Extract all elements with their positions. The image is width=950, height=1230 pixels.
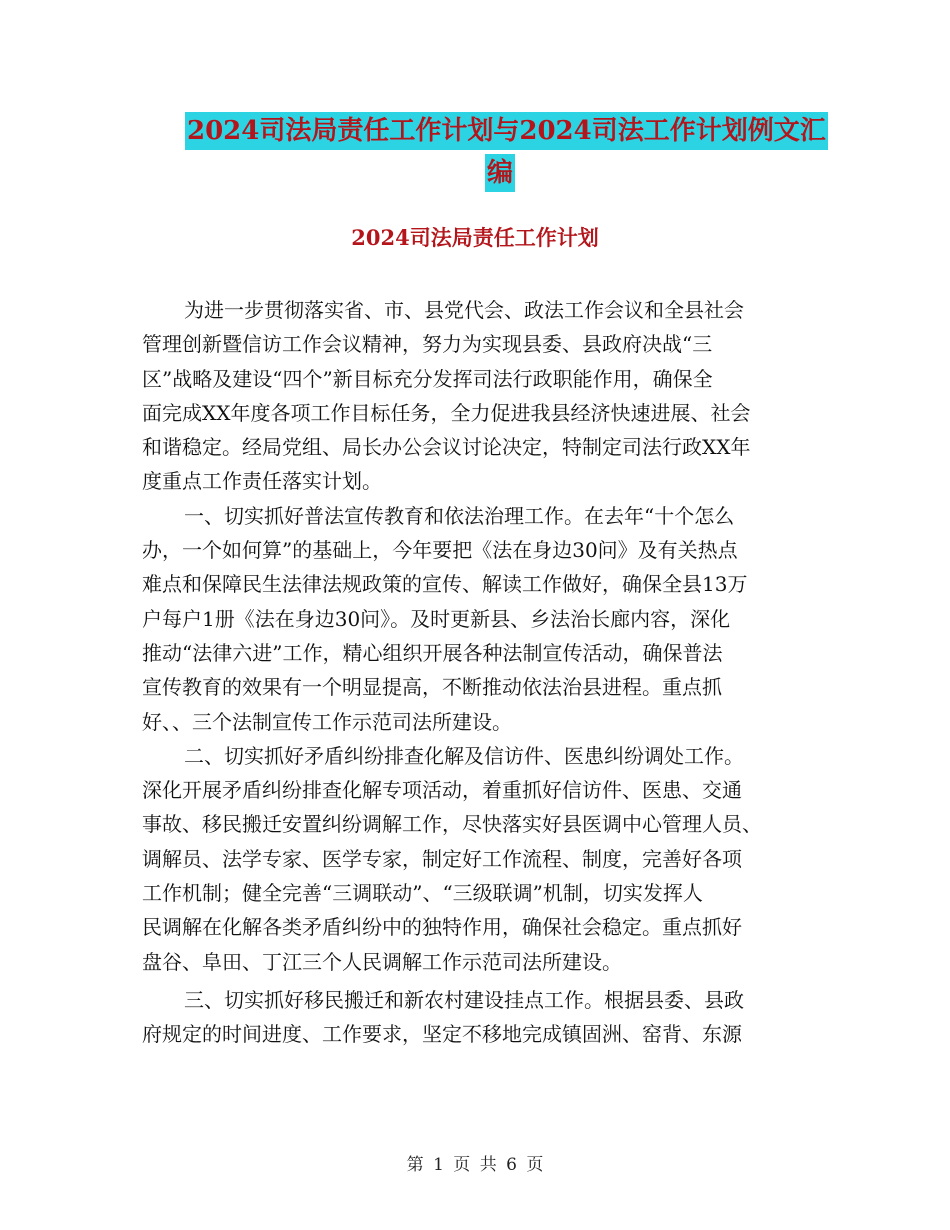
document-title-line-2: 编	[485, 154, 515, 192]
body-line: 调解员、法学专家、医学专家，制定好工作流程、制度，完善好各项	[142, 846, 742, 871]
body-line: 二、切实抓好矛盾纠纷排查化解及信访件、医患纠纷调处工作。	[184, 743, 744, 768]
body-line: 度重点工作责任落实计划。	[142, 469, 382, 494]
body-line: 为进一步贯彻落实省、市、县党代会、政法工作会议和全县社会	[184, 298, 744, 322]
body-line: 一、切实抓好普法宣传教育和依法治理工作。在去年“十个怎么	[184, 503, 735, 528]
body-line: 好、、三个法制宣传工作示范司法所建设。	[142, 709, 512, 734]
body-line: 面完成XX年度各项工作目标任务，全力促进我县经济快速进展、社会	[142, 400, 751, 425]
section-heading: 2024司法局责任工作计划	[351, 225, 599, 250]
body-line: 宣传教育的效果有一个明显提高，不断推动依法治县进程。重点抓	[142, 675, 722, 700]
body-line: 户每户1册《法在身边30问》。及时更新县、乡法治长廊内容，深化	[142, 606, 731, 631]
document-title-line-1: 2024司法局责任工作计划与2024司法工作计划例文汇	[185, 112, 828, 150]
body-line: 和谐稳定。经局党组、局长办公会议讨论决定，特制定司法行政XX年	[142, 435, 751, 460]
body-line: 事故、移民搬迁安置纠纷调解工作，尽快落实好县医调中心管理人员、	[142, 812, 762, 837]
document-body	[142, 293, 817, 1052]
page-footer: 第 1 页 共 6 页	[406, 1155, 544, 1175]
body-line: 盘谷、阜田、丁江三个人民调解工作示范司法所建设。	[142, 949, 622, 974]
body-line: 办，一个如何算”的基础上，今年要把《法在身边30问》及有关热点	[142, 538, 738, 563]
body-line: 管理创新暨信访工作会议精神，努力为实现县委、县政府决战“三	[142, 332, 713, 357]
body-line: 推动“法律六进”工作，精心组织开展各种法制宣传活动，确保普法	[142, 640, 723, 665]
body-line: 工作机制；健全完善“三调联动”、“三级联调”机制，切实发挥人	[142, 881, 703, 906]
body-line: 难点和保障民生法律法规政策的宣传、解读工作做好，确保全县13万	[142, 572, 748, 597]
body-line: 民调解在化解各类矛盾纠纷中的独特作用，确保社会稳定。重点抓好	[142, 915, 742, 940]
body-line: 府规定的时间进度、工作要求，坚定不移地完成镇固洲、窑背、东源	[142, 1022, 742, 1047]
body-line: 区”战略及建设“四个”新目标充分发挥司法行政职能作用，确保全	[142, 366, 713, 391]
body-line: 深化开展矛盾纠纷排查化解专项活动，着重抓好信访件、医患、交通	[142, 778, 742, 803]
body-line: 三、切实抓好移民搬迁和新农村建设挂点工作。根据县委、县政	[184, 987, 744, 1012]
document-title	[185, 112, 826, 192]
